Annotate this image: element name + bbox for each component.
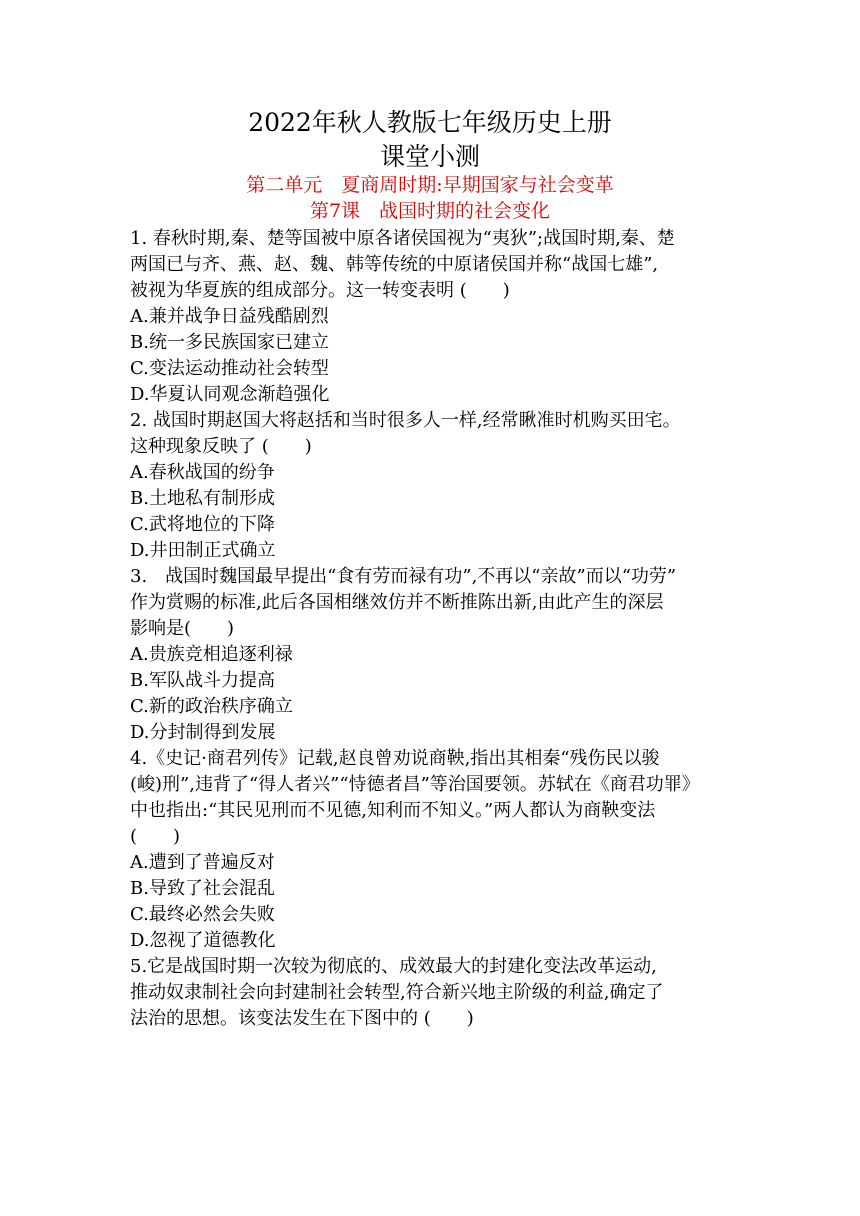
question-3-option-c: C.新的政治秩序确立 [130, 696, 293, 717]
question-5-stem-line: 推动奴隶制社会向封建制社会转型,符合新兴地主阶级的利益,确定了 [130, 982, 664, 1003]
question-4-option-c: C.最终必然会失败 [130, 904, 275, 925]
question-2-stem-line: 这种现象反映了 ( ) [130, 436, 312, 457]
question-1-option-a: A.兼并战争日益残酷剧烈 [130, 306, 329, 327]
question-5-stem-line: 法治的思想。该变法发生在下图中的 ( ) [130, 1008, 474, 1029]
question-1-option-d: D.华夏认同观念渐趋强化 [130, 384, 330, 405]
question-4-stem-line: ( ) [130, 826, 181, 847]
question-4-option-d: D.忽视了道德教化 [130, 930, 276, 951]
question-1-option-b: B.统一多民族国家已建立 [130, 332, 329, 353]
question-3-option-b: B.军队战斗力提高 [130, 670, 275, 691]
unit-heading: 第二单元 夏商周时期:早期国家与社会变革 [246, 174, 614, 196]
question-4-stem-line: (峻)刑”,违背了“得人者兴”“恃德者昌”等治国要领。苏轼在《商君功罪》 [130, 774, 700, 795]
question-3-stem-line: 影响是( ) [130, 618, 235, 639]
question-1-option-c: C.变法运动推动社会转型 [130, 358, 329, 379]
question-3-stem-line: 作为赏赐的标准,此后各国相继效仿并不断推陈出新,由此产生的深层 [130, 592, 664, 613]
question-4-stem-line: 4.《史记·商君列传》记载,赵良曾劝说商鞅,指出其相秦“残伤民以骏 [130, 748, 660, 769]
question-2-option-d: D.井田制正式确立 [130, 540, 276, 561]
question-3-stem-line: 3. 战国时魏国最早提出“食有劳而禄有功”,不再以“亲故”而以“功劳” [130, 566, 677, 587]
question-2-option-c: C.武将地位的下降 [130, 514, 275, 535]
question-3-option-d: D.分封制得到发展 [130, 722, 276, 743]
question-2-option-b: B.土地私有制形成 [130, 488, 275, 509]
question-4-stem-line: 中也指出:“其民见刑而不见德,知利而不知义。”两人都认为商鞅变法 [130, 800, 656, 821]
question-1-stem-line: 被视为华夏族的组成部分。这一转变表明 ( ) [130, 280, 510, 301]
question-2-stem-line: 2. 战国时期赵国大将赵括和当时很多人一样,经常瞅准时机购买田宅。 [130, 410, 681, 431]
question-1-stem-line: 1. 春秋时期,秦、楚等国被中原各诸侯国视为“夷狄”;战国时期,秦、楚 [130, 228, 675, 249]
question-4-option-b: B.导致了社会混乱 [130, 878, 275, 899]
question-4-option-a: A.遭到了普遍反对 [130, 852, 275, 873]
document-title: 2022年秋人教版七年级历史上册 [248, 108, 612, 137]
question-5-stem-line: 5.它是战国时期一次较为彻底的、成效最大的封建化变法改革运动, [130, 956, 657, 977]
question-1-stem-line: 两国已与齐、燕、赵、魏、韩等传统的中原诸侯国并称“战国七雄”, [130, 254, 659, 275]
question-2-option-a: A.春秋战国的纷争 [130, 462, 275, 483]
question-3-option-a: A.贵族竞相追逐利禄 [130, 644, 293, 665]
document-subtitle: 课堂小测 [379, 142, 480, 171]
lesson-heading: 第7课 战国时期的社会变化 [309, 200, 551, 222]
